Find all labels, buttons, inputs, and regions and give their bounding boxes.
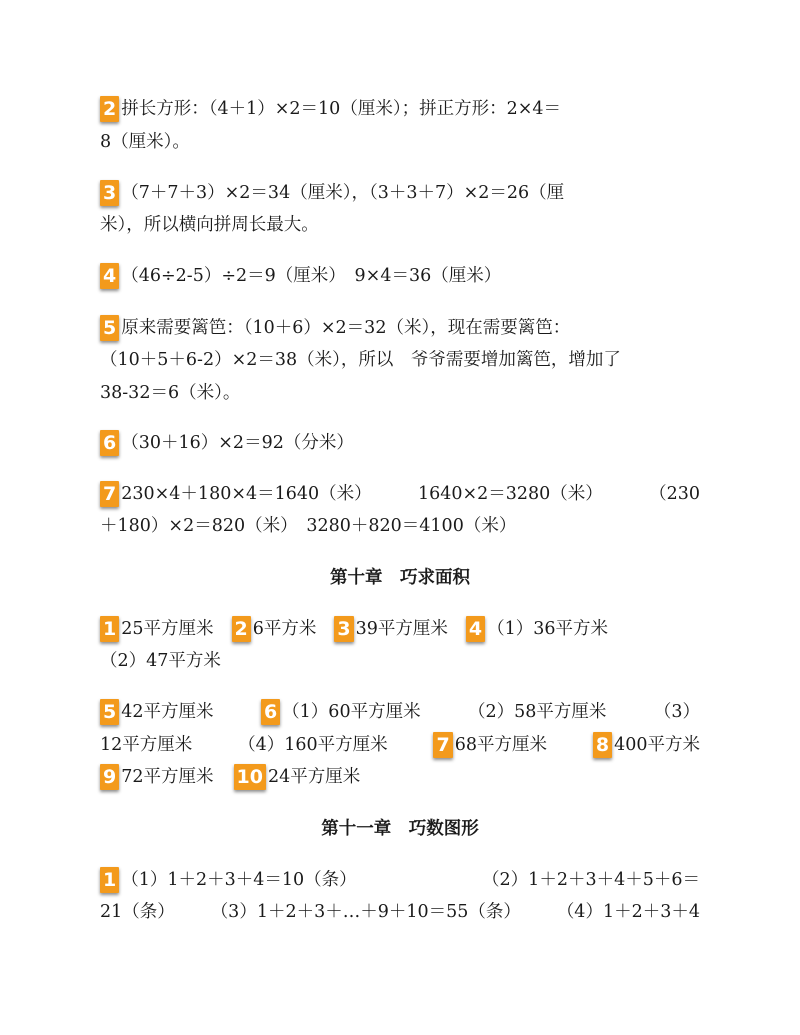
number-badge-7: 7 bbox=[100, 481, 119, 507]
number-badge-2: 2 bbox=[232, 616, 251, 642]
ch11-answer-1-2: （2）1＋2＋3＋4＋5＋6＝ bbox=[482, 870, 700, 890]
number-badge-6: 6 bbox=[261, 699, 280, 725]
answer-3-text-cont: 米），所以横向拼周长最大。 bbox=[100, 215, 319, 235]
answer-7-text-cont: ＋180）×2＝820（米） 3280＋820＝4100（米） bbox=[100, 516, 517, 536]
answer-2-text: 拼长方形：（4＋1）×2＝10（厘米）；拼正方形：2×4＝ bbox=[121, 99, 561, 119]
answer-5-line-1 bbox=[100, 315, 700, 341]
ch11-row-2 bbox=[100, 899, 700, 925]
ch10-answer-5: 42平方厘米 bbox=[121, 702, 214, 722]
answer-7-line-2 bbox=[100, 513, 700, 539]
number-badge-2: 2 bbox=[100, 96, 119, 122]
answer-2-line-1 bbox=[100, 96, 700, 122]
ch10-answer-6-3-label: （3） bbox=[653, 702, 700, 722]
ch11-row-1 bbox=[100, 867, 700, 893]
number-badge-5: 5 bbox=[100, 315, 119, 341]
answer-5-text-cont-2: 38-32＝6（米）。 bbox=[100, 383, 241, 403]
ch11-answer-1-1: （1）1＋2＋3＋4＝10（条） bbox=[121, 870, 357, 890]
ch10-answer-6-2: （2）58平方厘米 bbox=[468, 702, 607, 722]
answer-7-text-b: 1640×2＝3280（米） bbox=[417, 484, 603, 504]
ch10-answer-3: 39平方厘米 bbox=[355, 619, 448, 639]
ch10-answer-4: （1）36平方米 bbox=[487, 619, 609, 639]
number-badge-6: 6 bbox=[100, 430, 119, 456]
answer-7-line-1 bbox=[100, 481, 700, 507]
answer-5-line-3 bbox=[100, 380, 700, 406]
number-badge-4: 4 bbox=[100, 263, 119, 289]
ch10-answer-4-cont: （2）47平方米 bbox=[100, 651, 221, 671]
number-badge-3: 3 bbox=[100, 180, 119, 206]
number-badge-4: 4 bbox=[466, 616, 485, 642]
ch10-answer-8: 400平方米 bbox=[614, 735, 700, 755]
ch11-answer-1-3: （3）1＋2＋3＋…＋9＋10＝55（条） bbox=[210, 902, 521, 922]
answer-5-text-cont: （10＋5＋6-2）×2＝38（米），所以 爷爷需要增加篱笆，增加了 bbox=[100, 350, 621, 370]
ch10-row-2 bbox=[100, 699, 700, 725]
number-badge-1: 1 bbox=[100, 616, 119, 642]
answer-6-line-1 bbox=[100, 430, 700, 456]
number-badge-8: 8 bbox=[593, 732, 612, 758]
ch10-answer-2: 6平方米 bbox=[252, 619, 317, 639]
chapter-10-title: 第十章 巧求面积 bbox=[330, 568, 470, 588]
answer-5-text: 原来需要篱笆：（10＋6）×2＝32（米），现在需要篱笆： bbox=[121, 318, 571, 338]
answer-3-line-2 bbox=[100, 212, 700, 238]
answer-6-text: （30＋16）×2＝92（分米） bbox=[121, 433, 354, 453]
ch10-answer-6-3: 12平方厘米 bbox=[100, 735, 193, 755]
ch10-answer-10: 24平方厘米 bbox=[267, 767, 361, 787]
answer-2-text-cont: 8（厘米）。 bbox=[100, 132, 190, 152]
ch10-row-1 bbox=[100, 616, 700, 642]
number-badge-3: 3 bbox=[334, 616, 353, 642]
ch11-answer-1-4: （4）1＋2＋3＋4 bbox=[556, 902, 700, 922]
answer-7-text-a: 230×4＋180×4＝1640（米） bbox=[121, 484, 372, 504]
answer-4-text: （46÷2-5）÷2＝9（厘米） 9×4＝36（厘米） bbox=[121, 266, 502, 286]
answer-3-line-1 bbox=[100, 180, 700, 206]
ch10-answer-6-4: （4）160平方厘米 bbox=[238, 735, 388, 755]
ch10-answer-7: 68平方厘米 bbox=[454, 735, 547, 755]
number-badge-1: 1 bbox=[100, 867, 119, 893]
answer-4-line-1 bbox=[100, 263, 700, 289]
answer-7-text-c: （230 bbox=[649, 484, 700, 504]
ch10-row-3 bbox=[100, 732, 700, 758]
number-badge-9: 9 bbox=[100, 764, 119, 790]
ch10-answer-1: 25平方厘米 bbox=[121, 619, 214, 639]
number-badge-5: 5 bbox=[100, 699, 119, 725]
ch10-answer-9: 72平方厘米 bbox=[121, 767, 214, 787]
ch10-answer-6-1: （1）60平方厘米 bbox=[282, 702, 421, 722]
number-badge-7: 7 bbox=[433, 732, 452, 758]
answer-2-line-2 bbox=[100, 129, 700, 155]
answer-5-line-2 bbox=[100, 347, 700, 373]
ch10-row-4 bbox=[100, 764, 700, 790]
chapter-11-title: 第十一章 巧数图形 bbox=[321, 819, 479, 839]
number-badge-10: 10 bbox=[234, 764, 266, 790]
ch11-answer-1-2-cont: 21（条） bbox=[100, 902, 175, 922]
ch10-row-1-cont bbox=[100, 648, 700, 674]
answer-3-text: （7＋7＋3）×2＝34（厘米），（3＋3＋7）×2＝26（厘 bbox=[121, 183, 565, 203]
